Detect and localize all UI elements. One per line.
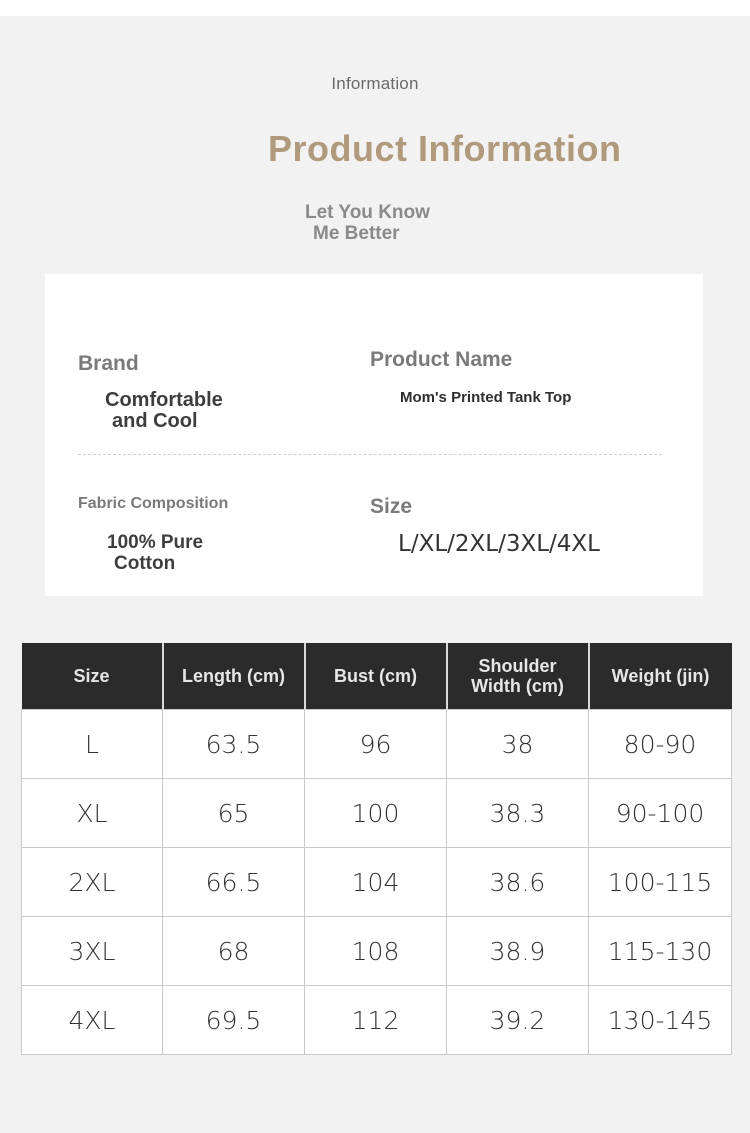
brand-value [105, 390, 223, 432]
cell-weight: 115-130 [589, 917, 732, 986]
size-label: Size [370, 495, 413, 518]
cell-shoulder-width: 38.3 [447, 779, 589, 848]
cell-weight: 80-90 [589, 710, 732, 779]
size-value: L/XL/2XL/3XL/4XL [398, 531, 600, 557]
table-row [22, 710, 732, 779]
fabric-composition-value [107, 532, 203, 574]
header-weight: Weight (jin) [589, 643, 732, 710]
top-band [0, 0, 750, 16]
cell-shoulder-width: 38.6 [447, 848, 589, 917]
tagline-line-2: Me Better [313, 223, 400, 244]
cell-bust: 96 [305, 710, 447, 779]
brand-value-line-1: Comfortable [105, 389, 223, 411]
header-length: Length (cm) [163, 643, 305, 710]
table-row [22, 917, 732, 986]
cell-weight: 90-100 [589, 779, 732, 848]
cell-shoulder-width: 38 [447, 710, 589, 779]
fabric-composition-label: Fabric Composition [78, 495, 229, 512]
product-info-card [45, 274, 703, 596]
cell-length: 66.5 [163, 848, 305, 917]
cell-bust: 112 [305, 986, 447, 1055]
cell-length: 63.5 [163, 710, 305, 779]
header-shoulder-width: Shoulder Width (cm) [447, 643, 589, 710]
product-name-label: Product Name [370, 348, 513, 371]
fabric-value-line-1: 100% Pure [107, 532, 204, 553]
cell-size: 2XL [22, 848, 163, 917]
cell-length: 68 [163, 917, 305, 986]
header-size: Size [22, 643, 163, 710]
brand-label: Brand [78, 352, 139, 375]
cell-shoulder-width: 39.2 [447, 986, 589, 1055]
size-chart-table [21, 643, 732, 1055]
cell-bust: 108 [305, 917, 447, 986]
tagline-line-1: Let You Know [305, 202, 430, 223]
cell-length: 65 [163, 779, 305, 848]
cell-size: XL [22, 779, 163, 848]
cell-size: L [22, 710, 163, 779]
table-row [22, 848, 732, 917]
header-bust: Bust (cm) [305, 643, 447, 710]
cell-size: 3XL [22, 917, 163, 986]
tagline [305, 202, 505, 244]
table-header-row [22, 643, 732, 710]
cell-size: 4XL [22, 986, 163, 1055]
product-name-value: Mom's Printed Tank Top [400, 389, 572, 406]
cell-bust: 104 [305, 848, 447, 917]
fabric-value-line-2: Cotton [114, 553, 176, 574]
table-row [22, 986, 732, 1055]
table-row [22, 779, 732, 848]
cell-shoulder-width: 38.9 [447, 917, 589, 986]
section-divider [78, 454, 662, 455]
cell-weight: 100-115 [589, 848, 732, 917]
section-eyebrow: Information [331, 74, 419, 93]
page-title: Product Information [268, 128, 622, 169]
cell-length: 69.5 [163, 986, 305, 1055]
cell-bust: 100 [305, 779, 447, 848]
cell-weight: 130-145 [589, 986, 732, 1055]
brand-value-line-2: and Cool [112, 410, 198, 432]
